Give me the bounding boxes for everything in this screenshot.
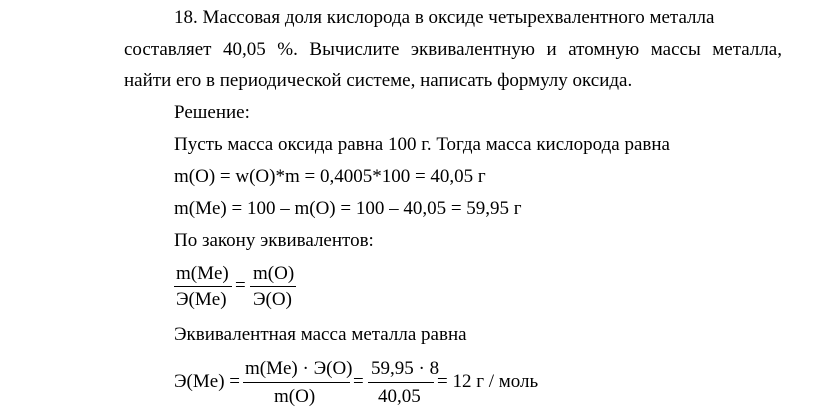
solution-step-2: m(O) = w(O)*m = 0,4005*100 = 40,05 г: [174, 166, 486, 187]
calc-fraction-1-bar: [243, 382, 350, 383]
calc-fraction-2-numerator: 59,95 · 8: [371, 358, 440, 379]
law-left-denominator: Э(Me): [176, 289, 227, 310]
law-right-numerator: m(O): [253, 263, 295, 284]
calc-fraction-2-bar: [368, 382, 434, 383]
problem-line-1: 18. Массовая доля кислорода в оксиде четырехвалентного металла: [174, 7, 715, 28]
calc-equals-sign: =: [353, 371, 364, 392]
solution-step-3: m(Me) = 100 – m(O) = 100 – 40,05 = 59,95 г: [174, 198, 522, 219]
calc-fraction-1-numerator: m(Me) · Э(O): [245, 358, 353, 379]
solution-heading: Решение:: [174, 102, 250, 123]
law-left-fraction-bar: [174, 286, 232, 287]
calc-fraction-1-denominator: m(O): [274, 386, 316, 407]
calc-fraction-2-denominator: 40,05: [378, 386, 421, 407]
problem-line-2: составляет 40,05 %. Вычислите эквивалентную и атомную массы металла,: [124, 39, 782, 60]
law-equals-sign: =: [235, 275, 246, 296]
solution-step-4: По закону эквивалентов:: [174, 230, 374, 251]
calc-result: = 12 г / моль: [437, 371, 539, 392]
law-right-denominator: Э(O): [253, 289, 292, 310]
solution-step-5: Эквивалентная масса металла равна: [174, 324, 467, 345]
problem-line-3: найти его в периодической системе, написать формулу оксида.: [124, 70, 633, 91]
law-left-numerator: m(Me): [176, 263, 229, 284]
solution-step-1: Пусть масса оксида равна 100 г. Тогда масса кислорода равна: [174, 134, 670, 155]
law-right-fraction-bar: [250, 286, 296, 287]
calc-lhs: Э(Me) =: [174, 371, 240, 392]
